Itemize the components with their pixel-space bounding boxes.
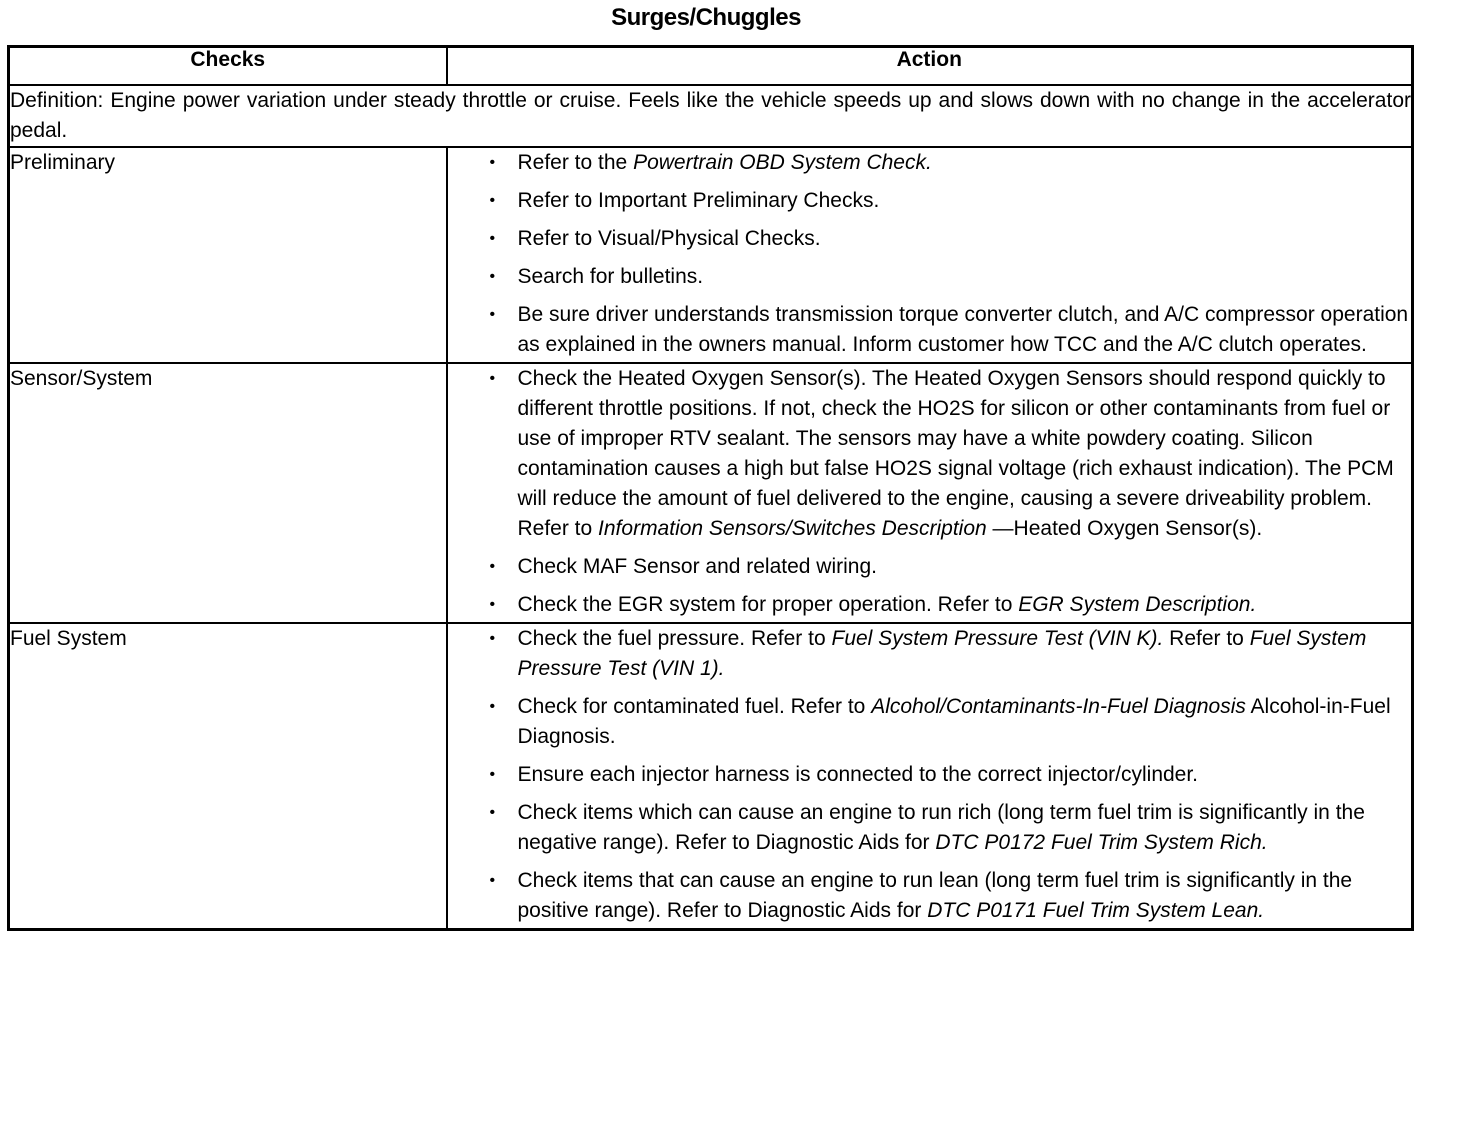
action-list bbox=[448, 624, 1412, 926]
action-reference: EGR System Description. bbox=[1018, 593, 1257, 616]
bullet-icon: • bbox=[489, 268, 496, 285]
check-cell: Sensor/System bbox=[9, 363, 447, 623]
bullet-icon: • bbox=[489, 370, 496, 387]
table-row bbox=[9, 147, 1413, 363]
action-item bbox=[448, 148, 1412, 178]
bullet-icon: • bbox=[489, 630, 496, 647]
action-item bbox=[448, 552, 1412, 582]
action-text: Check the Heated Oxygen Sensor(s). The Heated Oxygen Sensors should respond quickly to different throttle positions. If not, check the HO2S for silicon or other contaminants from fuel or use of improper RTV sealant. The sensors may have a white powdery coating. Silicon contamination causes a high but false HO2S signal voltage (rich exhaust indication). The PCM will reduce the amount of fuel delivered to the engine, causing a severe driveability problem. Refer to bbox=[517, 367, 1394, 540]
action-text: Refer to bbox=[1163, 627, 1250, 650]
action-text: Refer to Important Preliminary Checks. bbox=[517, 189, 880, 212]
bullet-icon: • bbox=[489, 804, 496, 821]
action-text: Alcohol-in-Fuel Diagnosis. bbox=[517, 695, 1391, 748]
bullet-icon: • bbox=[489, 230, 496, 247]
bullet-icon: • bbox=[489, 558, 496, 575]
bullet-icon: • bbox=[489, 698, 496, 715]
action-cell bbox=[447, 147, 1413, 363]
column-header-action: Action bbox=[447, 47, 1413, 86]
action-item bbox=[448, 760, 1412, 790]
action-item bbox=[448, 224, 1412, 254]
action-reference: Fuel System Pressure Test (VIN K). bbox=[831, 627, 1164, 650]
action-item bbox=[448, 364, 1412, 544]
action-text: Be sure driver understands transmission torque converter clutch, and A/C compressor operation as explained in the owners manual. Inform customer how TCC and the A/C clutch operates. bbox=[517, 303, 1409, 356]
bullet-icon: • bbox=[489, 192, 496, 209]
action-reference: Information Sensors/Switches Description bbox=[598, 517, 987, 540]
action-text: Check items which can cause an engine to run rich (long term fuel trim is significantly in the negative range). Refer to Diagnostic Aids for bbox=[517, 801, 1365, 854]
action-item bbox=[448, 590, 1412, 620]
table-row bbox=[9, 623, 1413, 930]
action-reference: Powertrain OBD System Check. bbox=[633, 151, 932, 174]
action-text: Check the fuel pressure. Refer to bbox=[517, 627, 832, 650]
bullet-icon: • bbox=[489, 306, 496, 323]
action-text: Search for bulletins. bbox=[517, 265, 704, 288]
action-list bbox=[448, 148, 1412, 360]
action-text: Refer to the bbox=[517, 151, 634, 174]
action-item bbox=[448, 186, 1412, 216]
definition-row bbox=[9, 85, 1413, 147]
action-text: Refer to Visual/Physical Checks. bbox=[517, 227, 821, 250]
action-item bbox=[448, 692, 1412, 752]
action-text: Check items that can cause an engine to run lean (long term fuel trim is significantly in the positive range). Refer to Diagnostic Aids for bbox=[517, 869, 1353, 922]
action-text: Check MAF Sensor and related wiring. bbox=[517, 555, 877, 578]
column-header-checks: Checks bbox=[9, 47, 447, 86]
definition-text: Definition: Engine power variation under steady throttle or cruise. Feels like the vehicle speeds up and slows down with no change in the accelerator pedal. bbox=[9, 85, 1413, 147]
action-item bbox=[448, 262, 1412, 292]
table-header-row bbox=[9, 47, 1413, 86]
table-row bbox=[9, 363, 1413, 623]
check-cell: Preliminary bbox=[9, 147, 447, 363]
page-title: Surges/Chuggles bbox=[611, 4, 801, 31]
bullet-icon: • bbox=[489, 154, 496, 171]
check-cell: Fuel System bbox=[9, 623, 447, 930]
bullet-icon: • bbox=[489, 766, 496, 783]
action-text: Check for contaminated fuel. Refer to bbox=[517, 695, 872, 718]
action-cell bbox=[447, 363, 1413, 623]
action-cell bbox=[447, 623, 1413, 930]
action-reference: Fuel System Pressure Test (VIN 1). bbox=[517, 627, 1367, 680]
action-item bbox=[448, 624, 1412, 684]
action-text: Check the EGR system for proper operation. Refer to bbox=[517, 593, 1019, 616]
action-reference: Alcohol/Contaminants-In-Fuel Diagnosis bbox=[871, 695, 1246, 718]
action-item bbox=[448, 300, 1412, 360]
bullet-icon: • bbox=[489, 596, 496, 613]
action-text: —Heated Oxygen Sensor(s). bbox=[986, 517, 1263, 540]
action-reference: DTC P0171 Fuel Trim System Lean. bbox=[927, 899, 1265, 922]
action-list bbox=[448, 364, 1412, 620]
action-text: Ensure each injector harness is connected to the correct injector/cylinder. bbox=[517, 763, 1199, 786]
action-item bbox=[448, 866, 1412, 926]
bullet-icon: • bbox=[489, 872, 496, 889]
action-item bbox=[448, 798, 1412, 858]
diagnosis-table bbox=[7, 45, 1414, 931]
action-reference: DTC P0172 Fuel Trim System Rich. bbox=[935, 831, 1268, 854]
